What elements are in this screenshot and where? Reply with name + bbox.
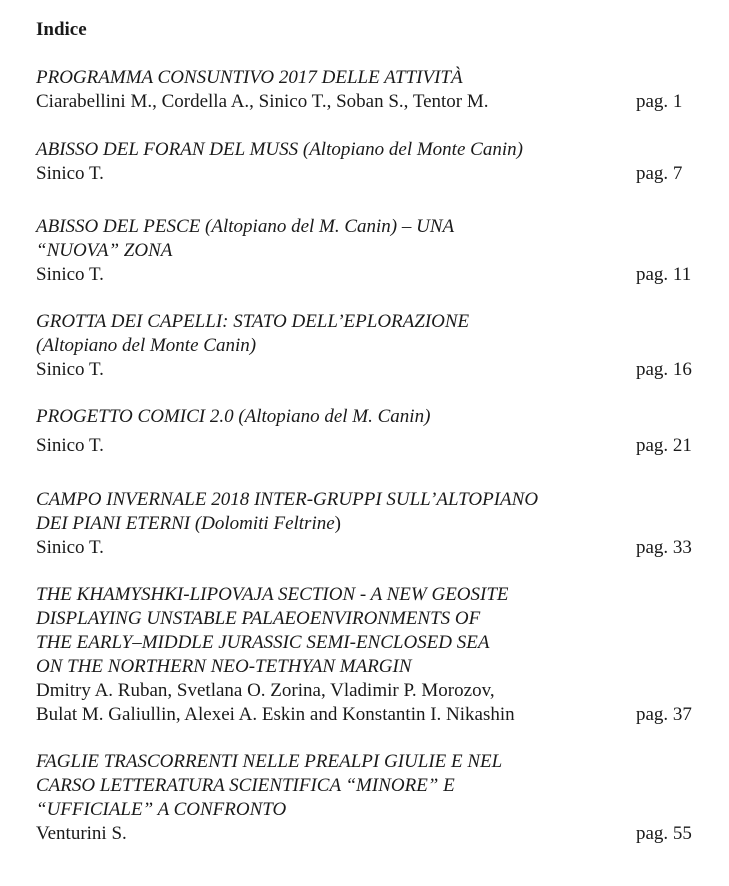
- entry-title: DISPLAYING UNSTABLE PALAEOENVIRONMENTS OF: [36, 608, 481, 629]
- entry-title: CAMPO INVERNALE 2018 INTER-GRUPPI SULL’ALTOPIANO: [36, 489, 539, 510]
- entry-title: (Altopiano del Monte Canin): [36, 335, 257, 356]
- toc-entry: [36, 583, 716, 727]
- entry-page-ref: pag. 21: [636, 435, 692, 456]
- entry-title: PROGRAMMA CONSUNTIVO 2017 DELLE ATTIVITÀ: [36, 67, 463, 88]
- toc-entry: [36, 66, 716, 114]
- entry-page-ref: pag. 33: [636, 537, 692, 558]
- entry-authors: Dmitry A. Ruban, Svetlana O. Zorina, Vladimir P. Morozov,: [36, 680, 495, 701]
- entry-title: “UFFICIALE” A CONFRONTO: [36, 799, 287, 820]
- entry-page-ref: pag. 55: [636, 823, 692, 844]
- page-title: Indice: [36, 19, 87, 40]
- entry-page-ref: pag. 7: [636, 163, 683, 184]
- toc-entry: [36, 215, 716, 287]
- entry-page-ref: pag. 37: [636, 704, 692, 725]
- entry-title: PROGETTO COMICI 2.0 (Altopiano del M. Canin): [36, 406, 431, 427]
- entry-authors: Bulat M. Galiullin, Alexei A. Eskin and Konstantin I. Nikashin: [36, 704, 515, 725]
- entry-title-part: DEI PIANI ETERNI (Dolomiti Feltrine: [36, 513, 335, 534]
- toc-entry: [36, 310, 716, 382]
- entry-title: [36, 512, 716, 536]
- entry-title: ON THE NORTHERN NEO-TETHYAN MARGIN: [36, 656, 412, 677]
- entry-page-ref: pag. 1: [636, 91, 683, 112]
- entry-title: THE EARLY–MIDDLE JURASSIC SEMI-ENCLOSED SEA: [36, 632, 490, 653]
- entry-page-ref: pag. 16: [636, 359, 692, 380]
- toc-entry: [36, 138, 716, 186]
- entry-authors: Ciarabellini M., Cordella A., Sinico T., Soban S., Tentor M.: [36, 91, 489, 112]
- entry-authors: Sinico T.: [36, 435, 104, 456]
- entry-authors: Sinico T.: [36, 537, 104, 558]
- toc-entry: [36, 405, 716, 458]
- toc-entry: [36, 488, 716, 560]
- entry-title: GROTTA DEI CAPELLI: STATO DELL’EPLORAZIONE: [36, 311, 470, 332]
- entry-title: ABISSO DEL FORAN DEL MUSS (Altopiano del Monte Canin): [36, 139, 523, 160]
- entry-authors: Venturini S.: [36, 823, 127, 844]
- entry-authors: Sinico T.: [36, 359, 104, 380]
- toc-entry: [36, 750, 716, 846]
- entry-title: THE KHAMYSHKI-LIPOVAJA SECTION - A NEW GEOSITE: [36, 584, 509, 605]
- closing-paren: ): [334, 513, 341, 534]
- entry-title: ABISSO DEL PESCE (Altopiano del M. Canin) – UNA: [36, 216, 455, 237]
- entry-title: “NUOVA” ZONA: [36, 240, 173, 261]
- entry-title: FAGLIE TRASCORRENTI NELLE PREALPI GIULIE E NEL: [36, 751, 503, 772]
- entry-title: CARSO LETTERATURA SCIENTIFICA “MINORE” E: [36, 775, 455, 796]
- entry-authors: Sinico T.: [36, 264, 104, 285]
- entry-authors: Sinico T.: [36, 163, 104, 184]
- entry-page-ref: pag. 11: [636, 264, 692, 285]
